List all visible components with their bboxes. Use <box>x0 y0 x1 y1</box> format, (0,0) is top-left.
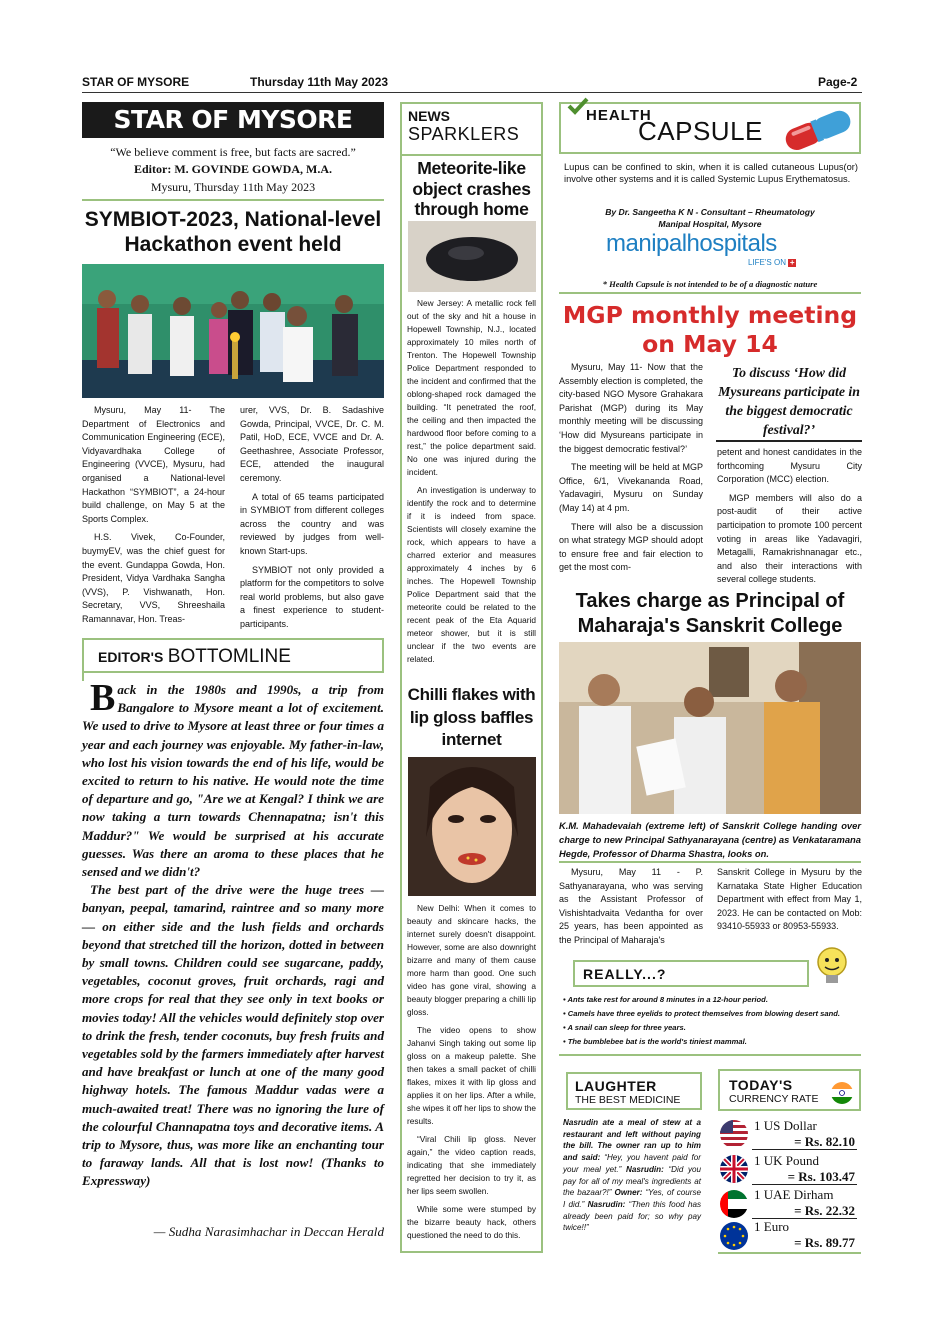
masthead-title: STAR OF MYSORE <box>113 105 353 134</box>
laughter-body <box>563 1117 701 1234</box>
health-hospital: Manipal Hospital, Mysore <box>658 219 762 229</box>
symbiot-col1-p2: H.S. Vivek, Co-Founder, buymyEV, was the chief guest for the event. Gundappa Gowda, Hon. President, Vidya Vardhaka Sangha (VVS), P. Vishwanath, Hon. Secretary, VVS, Shreeshaila Ramannavar, Hon. Treas- <box>82 532 225 624</box>
manipal-logo: manipalhospitals <box>606 230 777 257</box>
laughter-label-bold: LAUGHTER <box>575 1078 657 1094</box>
meteor-headline: Meteorite-like object crashes through home <box>412 158 531 219</box>
health-label <box>586 107 763 147</box>
really-bottom-rule <box>559 1054 861 1056</box>
masthead-motto: “We believe comment is free, but facts are sacred.” <box>110 145 356 159</box>
rate-usd-value: = Rs. 82.10 <box>794 1134 855 1149</box>
currency-label-box <box>718 1069 861 1111</box>
editorial-p1 <box>82 677 384 881</box>
mgp-pullquote-rule <box>716 440 862 442</box>
mgp-col1 <box>559 361 703 580</box>
chilli-body <box>407 902 536 1247</box>
lightbulb-icon <box>811 944 853 988</box>
manipal-tagline-wrap <box>748 258 796 267</box>
editorial-label-box <box>82 638 384 673</box>
mgp-col1-p1: Mysuru, May 11- Now that the Assembly election is completed, the city-based NGO Mysore Grahakara Parishat (MGP) during its May monthly meeting will be discussing ‘How did Mysureans participate in the biggest democratic festival?’ <box>559 362 703 454</box>
rate-aed-value: = Rs. 22.32 <box>794 1203 855 1218</box>
laughter-q4: “Then this food has already been paid for; so why pay twice!!” <box>563 1199 701 1233</box>
mgp-col1-p3: There will also be a discussion on what strategy MGP should adopt to ensure free and fair election to get the most com- <box>559 521 703 573</box>
rate-usd-unit: 1 US Dollar <box>754 1118 817 1133</box>
really-label: REALLY...? <box>583 966 667 982</box>
principal-caption: K.M. Mahadevaiah (extreme left) of Sanskrit College handing over charge to new Principal Sathyanarayana (centre) as Venkataramana Hegde, Professor of Dharma Shastra, looks on. <box>559 820 861 859</box>
editorial-body <box>82 677 384 1191</box>
header-page: Page-2 <box>818 75 858 89</box>
editorial-label-light: BOTTOMLINE <box>167 646 291 667</box>
principal-col1-p1: Mysuru, May 11 - P. Sathyanarayana, who was serving as the Assistant Professor of Vishishtadvaita Vedantha for over 25 years, has been appointed as the Principal of Maharaja's <box>559 867 703 945</box>
principal-photo <box>559 642 861 814</box>
news-label-light: SPARKLERS <box>408 124 520 144</box>
laughter-s3: Owner: <box>614 1188 643 1198</box>
eu-flag-icon <box>719 1221 749 1251</box>
laughter-label-light: THE BEST MEDICINE <box>575 1094 681 1106</box>
really-list <box>563 993 859 1049</box>
news-label-bold: NEWS <box>408 108 450 124</box>
symbiot-col2-p2: A total of 65 teams participated in SYMBIOT from different colleges across the country and was reviewed by judges from well-known Start-ups. <box>240 491 384 556</box>
laughter-q1: “Hey, you havent paid for your meal yet.” <box>563 1153 701 1174</box>
rate-usd-rule <box>752 1149 857 1150</box>
editorial-dropcap: B <box>90 677 116 719</box>
symbiot-headline: SYMBIOT-2023, National-level Hackathon event held <box>84 208 382 256</box>
mgp-headline: MGP monthly meeting on May 14 <box>562 301 858 358</box>
principal-caption-rule <box>559 861 861 863</box>
mgp-col1-p2: The meeting will be held at MGP Office, 6/1, Vivekananda Road, Yadavagiri, Mysuru on Sunday (May 14) at 4 pm. <box>559 462 703 513</box>
header-date: Thursday 11th May 2023 <box>250 75 389 89</box>
chilli-p1: New Delhi: When it comes to beauty and skincare hacks, the internet surely doesn't disappoint. However, some are also downright bizarre and many of them cause more harm than good. One such video has gone viral, showing a beauty blogger preparing a chilli lip gloss. <box>407 903 536 1017</box>
laughter-intro: Nasrudin ate a meal of stew at a restaurant and left without paying the bill. The owner ran up to him and said: <box>563 1118 701 1163</box>
laughter-q3: “Yes, of course I did.” <box>563 1188 702 1209</box>
manipal-tagline: LIFE'S ON <box>748 258 786 267</box>
manipal-plus-icon: + <box>789 258 795 267</box>
health-bottom-rule <box>559 292 861 294</box>
meteor-photo <box>408 221 536 292</box>
editorial-p2: The best part of the drive were the huge trees — banyan, peepal, tamarind, raintree and so many more — on either side and the lush fields and orchards beyond that stretched till the horizon, dotted in between by small towns. Children could see sugarcane, paddy, vegetables, coconut groves, fruit orchards, ragi and more crops for real that they see only in text books or movies today! All the vehicles would definitely stop over to drink the fresh, tender coconuts, buy fresh fruits and vegetables sold by the farmers immediately after harvest and have breakfast or lunch at one of the many good highway hotels. The famous Maddur vadas were a much-awaited treat! There was no ignoring the lure of the colourful Channapatna toys and decorative items. A trip to Mysore, thus, was more like an enchanting tour to faraway lands. All that is lost now! (Thanks to Expressway) <box>82 882 384 1189</box>
rate-aed-unit: 1 UAE Dirham <box>754 1187 834 1202</box>
laughter-q2: “Did you pay for all of my meal's ingredients at the bazaar?!” <box>563 1164 702 1198</box>
chilli-p4: While some were stumped by the bizarre beauty hack, others questioned the need to do this. <box>407 1204 536 1240</box>
rate-eur-unit: 1 Euro <box>754 1219 790 1234</box>
currency-bottom-rule <box>718 1252 861 1254</box>
really-item-3: • A snail can sleep for three years. <box>563 1023 686 1032</box>
really-item-1: • Ants take rest for around 8 minutes in a 12-hour period. <box>563 995 768 1004</box>
principal-col1 <box>559 866 703 953</box>
editorial-label-bold: EDITOR'S <box>98 649 164 665</box>
rate-gbp-value: = Rs. 103.47 <box>787 1169 855 1184</box>
masthead-dateline: Mysuru, Thursday 11th May 2023 <box>150 180 316 194</box>
symbiot-col2-p3: SYMBIOT not only provided a platform for the competitors to solve real world problems, but also gave a finest experience to student-participants. <box>240 564 384 629</box>
symbiot-col2-p1: urer, VVS, Dr. B. Sadashive Gowda, Principal, VVCE, Dr. C. M. Patil, HoD, ECE, VVCE and Dr. A. Geethashree, Associate Professor, ECE, attended the inaugural ceremony. <box>240 405 384 483</box>
editorial-connector <box>82 673 84 681</box>
rate-gbp-unit: 1 UK Pound <box>754 1153 820 1168</box>
symbiot-photo <box>82 264 384 398</box>
mgp-col2 <box>717 446 862 592</box>
meteor-p2: An investigation is underway to identify the rock and to determine if it is indeed from space. Scientists will closely examine the rock, which appears to have a charred exterior and measures approximately 4 inches by 6 inches. The Hopewell Township Police Department said that the meteorite could be related to the recent peak of the Eta Aquarid meteor shower, but it is still unclear if the two events are related. <box>407 485 536 664</box>
mgp-pullquote: To discuss ‘How did Mysureans participate in the biggest democratic festival?’ <box>718 365 860 437</box>
really-label-box <box>573 960 809 987</box>
really-item-4-text: The bumblebee bat is the world's tiniest mammal. <box>567 1037 747 1046</box>
capsule-icon <box>778 107 860 153</box>
masthead-divider <box>82 199 384 201</box>
health-label-bold: HEALTH <box>586 107 652 124</box>
really-item-4: • The bumblebee bat is the world's tiniest mammal. <box>563 1037 747 1046</box>
health-disclaimer: * Health Capsule is not intended to be of a diagnostic nature <box>602 279 818 289</box>
principal-col2 <box>717 866 862 939</box>
masthead-banner <box>82 102 384 138</box>
symbiot-col1-p1: Mysuru, May 11- The Department of Electronics and Communication Engineering (ECE), Vidyavardhaka College of Engineering (VVCE), Mysuru, had organised a National-level Hackathon “SYMBIOT”, a 24-hour build challenge, on May 5 at the Sports Complex. <box>82 405 225 524</box>
us-flag-icon <box>719 1119 749 1149</box>
laughter-s2: Nasrudin: <box>626 1164 664 1174</box>
header-paper-name: STAR OF MYSORE <box>82 75 190 89</box>
masthead-editor: Editor: M. GOVINDE GOWDA, M.A. <box>134 162 332 176</box>
editorial-byline: — Sudha Narasimhachar in Deccan Herald <box>153 1224 384 1239</box>
really-item-2-text: Camels have three eyelids to protect themselves from blowing desert sand. <box>567 1009 840 1018</box>
mgp-col2-p1: petent and honest candidates in the forthcoming Mysuru City Corporation (MCC) election. <box>717 447 862 485</box>
news-label-rule <box>400 154 543 156</box>
header-rule <box>82 92 862 93</box>
laughter-label-box <box>566 1072 702 1110</box>
uk-flag-icon <box>719 1154 749 1184</box>
principal-headline: Takes charge as Principal of Maharaja's Sanskrit College <box>575 590 845 637</box>
currency-label-light: CURRENCY RATE <box>729 1093 819 1105</box>
meteor-p1: New Jersey: A metallic rock fell out of the sky and hit a house in Hopewell Township, N.J., located approximately 10 miles north of Trenton. The Hopewell Township Police Department responded to the incident and confirmed that the oblong-shaped rock damaged the building. “It penetrated the roof, the ceiling and then impacted the hardwood floor before coming to a rest,” the police department said. No one was injured during the incident. <box>407 298 536 477</box>
chilli-headline: Chilli flakes with lip gloss baffles internet <box>407 685 536 749</box>
mgp-col2-p2: MGP members will also do a post-audit of their active participation to promote 100 percent voting in areas like Yadavagiri, Metagalli, Ramakrishnanagar etc., and also their interactions with several college students. <box>717 492 862 585</box>
principal-col2-p1: Sanskrit College in Mysuru by the Karnataka State Higher Education Department with effect from May 1, 2023. He can be contacted on Mob: 93410-55933 or 80953-55933. <box>717 867 862 932</box>
chilli-photo <box>408 757 536 896</box>
health-text: Lupus can be confined to skin, when it is called cutaneous Lupus(or) involve other systems and it is called Systemic Lupus Erythematosus. <box>564 162 858 185</box>
rate-gbp-rule <box>752 1184 857 1185</box>
really-item-1-text: Ants take rest for around 8 minutes in a 12-hour period. <box>567 995 768 1004</box>
editorial-p1-text: ack in the 1980s and 1990s, a trip from Bangalore to Mysore meant a lot of excitement. We used to drive to Mysore at least three or four times a year and each journey was enjoyable. My father-in-law, who lost his vision towards the end of his life, would be excited to return to his native. He would note the time of departure and go, "Are we at Kengal? I think we are now taking a turn towards Chennapatna; isn't this Maddur?" We would be surprised at his accurate guesses. Was there an aroma to these places that he sensed and we didn't? <box>82 682 384 880</box>
india-flag-icon <box>830 1081 854 1105</box>
chilli-p3: “Viral Chili lip gloss. Never again,” the video caption reads, indicating that she immediately regretted her decision to try it, as her lips seem swollen. <box>407 1134 536 1196</box>
currency-label-bold: TODAY'S <box>729 1077 793 1093</box>
rate-eur-value: = Rs. 89.77 <box>794 1235 855 1250</box>
symbiot-col1 <box>82 404 225 632</box>
health-label-light: CAPSULE <box>638 116 763 146</box>
health-author: By Dr. Sangeetha K N - Consultant – Rheumatology <box>605 207 815 217</box>
chilli-p2: The video opens to show Jahanvi Singh taking out some lip gloss on a makeup palette. She then takes a small packet of chilli flakes, mixes it with lip gloss and applies it on her lips. After a while, she wipes it off her lips to show the results. <box>407 1025 536 1126</box>
meteor-body <box>407 297 536 671</box>
laughter-s4: Nasrudin: <box>587 1199 626 1209</box>
really-item-2: • Camels have three eyelids to protect themselves from blowing desert sand. <box>563 1009 840 1018</box>
really-item-3-text: A snail can sleep for three years. <box>567 1023 686 1032</box>
symbiot-col2 <box>240 404 384 637</box>
news-label <box>408 108 519 145</box>
uae-flag-icon <box>719 1189 749 1219</box>
